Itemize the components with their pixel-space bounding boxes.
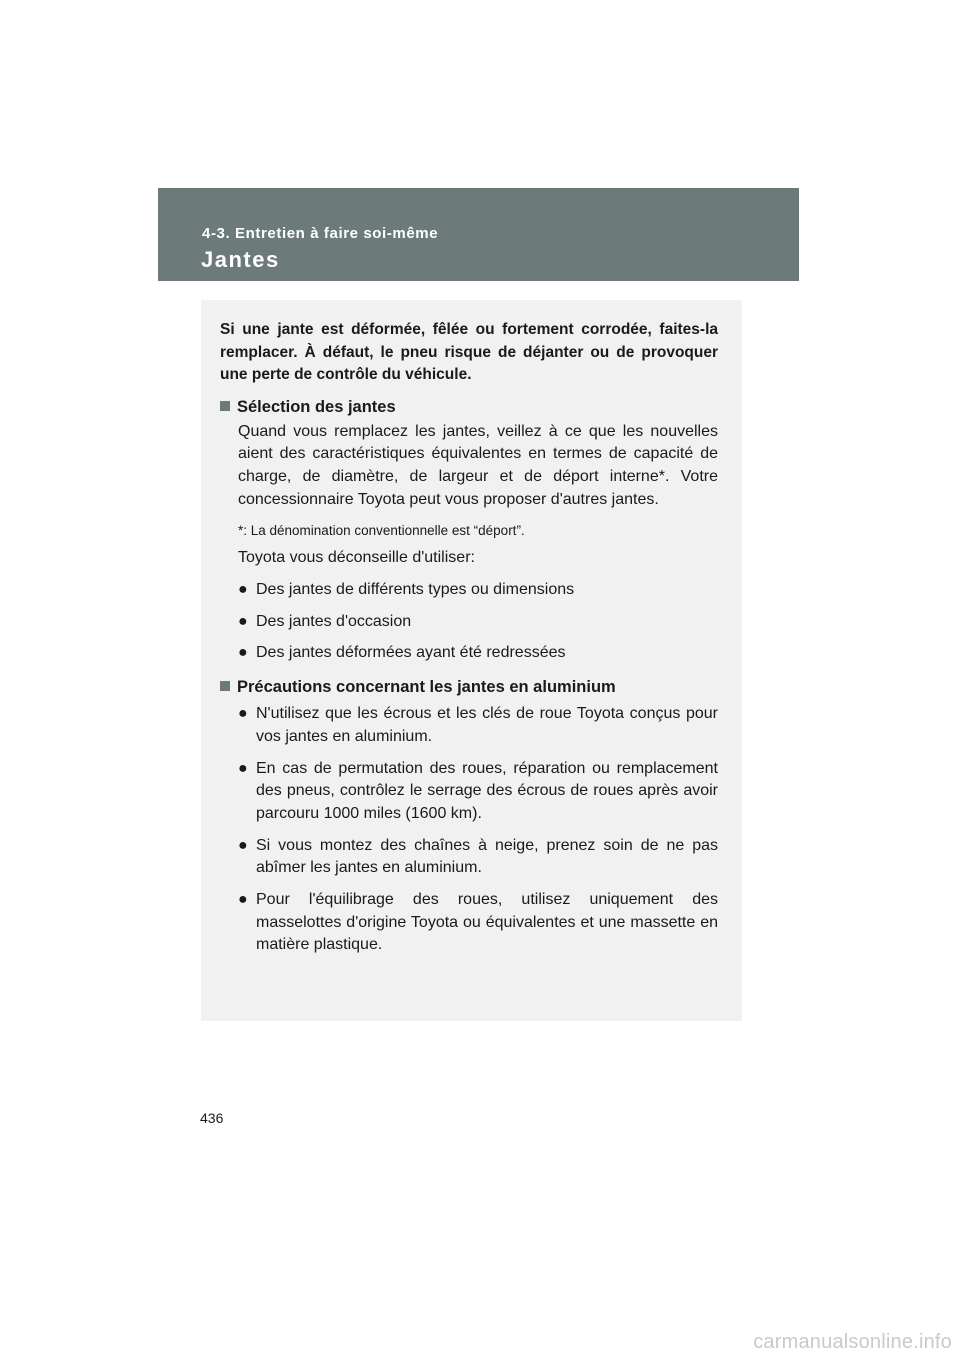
square-bullet-icon bbox=[220, 401, 230, 411]
bullet-dot-icon: ● bbox=[238, 581, 248, 599]
bullet-dot-icon: ● bbox=[238, 705, 248, 723]
list-item-text: Des jantes déformées ayant été redressées bbox=[256, 644, 566, 662]
list-item bbox=[238, 835, 718, 880]
page-title: Jantes bbox=[201, 247, 280, 272]
selection-paragraph: Quand vous remplacez les jantes, veillez à ce que les nouvelles aient des caractéristiques équivalentes en termes de capacité de charge, de diamètre, de largeur et de déport interne*. Votre concessionnaire Toyota peut vous proposer d'autres jantes. bbox=[238, 422, 718, 508]
content-box bbox=[201, 300, 742, 1021]
bullet-dot-icon: ● bbox=[238, 891, 248, 909]
bullet-dot-icon: ● bbox=[238, 836, 248, 854]
bullet-dot-icon: ● bbox=[238, 759, 248, 777]
list-item-text: Pour l'équilibrage des roues, utilisez uniquement des masselottes d'origine Toyota ou équivalentes et une massette en matière plastique. bbox=[256, 891, 718, 954]
watermark: carmanualsonline.info bbox=[753, 1331, 952, 1353]
list-item bbox=[238, 703, 718, 748]
heading-aluminium-precautions bbox=[220, 675, 718, 699]
section-header-band bbox=[158, 188, 799, 281]
list-item-text: Des jantes de différents types ou dimensions bbox=[256, 581, 575, 599]
list-item-text: Si vous montez des chaînes à neige, prenez soin de ne pas abîmer les jantes en aluminium. bbox=[256, 836, 718, 877]
list-item bbox=[238, 642, 718, 665]
heading-wheel-selection bbox=[220, 395, 718, 419]
list-item-text: N'utilisez que les écrous et les clés de roue Toyota conçus pour vos jantes en aluminium. bbox=[256, 705, 718, 745]
bullet-dot-icon: ● bbox=[238, 644, 248, 662]
heading-text: Précautions concernant les jantes en aluminium bbox=[237, 678, 616, 697]
list-item bbox=[238, 579, 718, 602]
list-item-text: Des jantes d'occasion bbox=[256, 612, 412, 630]
intro-warning: Si une jante est déformée, fêlée ou fortement corrodée, faites-la remplacer. À défaut, le pneu risque de déjanter ou de provoquer une perte de contrôle du véhicule. bbox=[220, 321, 718, 383]
bullet-dot-icon: ● bbox=[238, 612, 248, 630]
footnote: *: La dénomination conventionnelle est “déport”. bbox=[238, 523, 525, 539]
list-item-text: En cas de permutation des roues, réparation ou remplacement des pneus, contrôlez le serrage des écrous de roues après avoir parcouru 1000 miles (1600 km). bbox=[256, 759, 718, 822]
list-item bbox=[238, 889, 718, 957]
page-number: 436 bbox=[200, 1110, 224, 1126]
square-bullet-icon bbox=[220, 681, 230, 691]
advice-text: Toyota vous déconseille d'utiliser: bbox=[238, 549, 475, 567]
section-label: 4-3. Entretien à faire soi-même bbox=[202, 225, 439, 242]
list-item bbox=[238, 758, 718, 826]
heading-text: Sélection des jantes bbox=[237, 397, 396, 416]
list-item bbox=[238, 611, 718, 634]
